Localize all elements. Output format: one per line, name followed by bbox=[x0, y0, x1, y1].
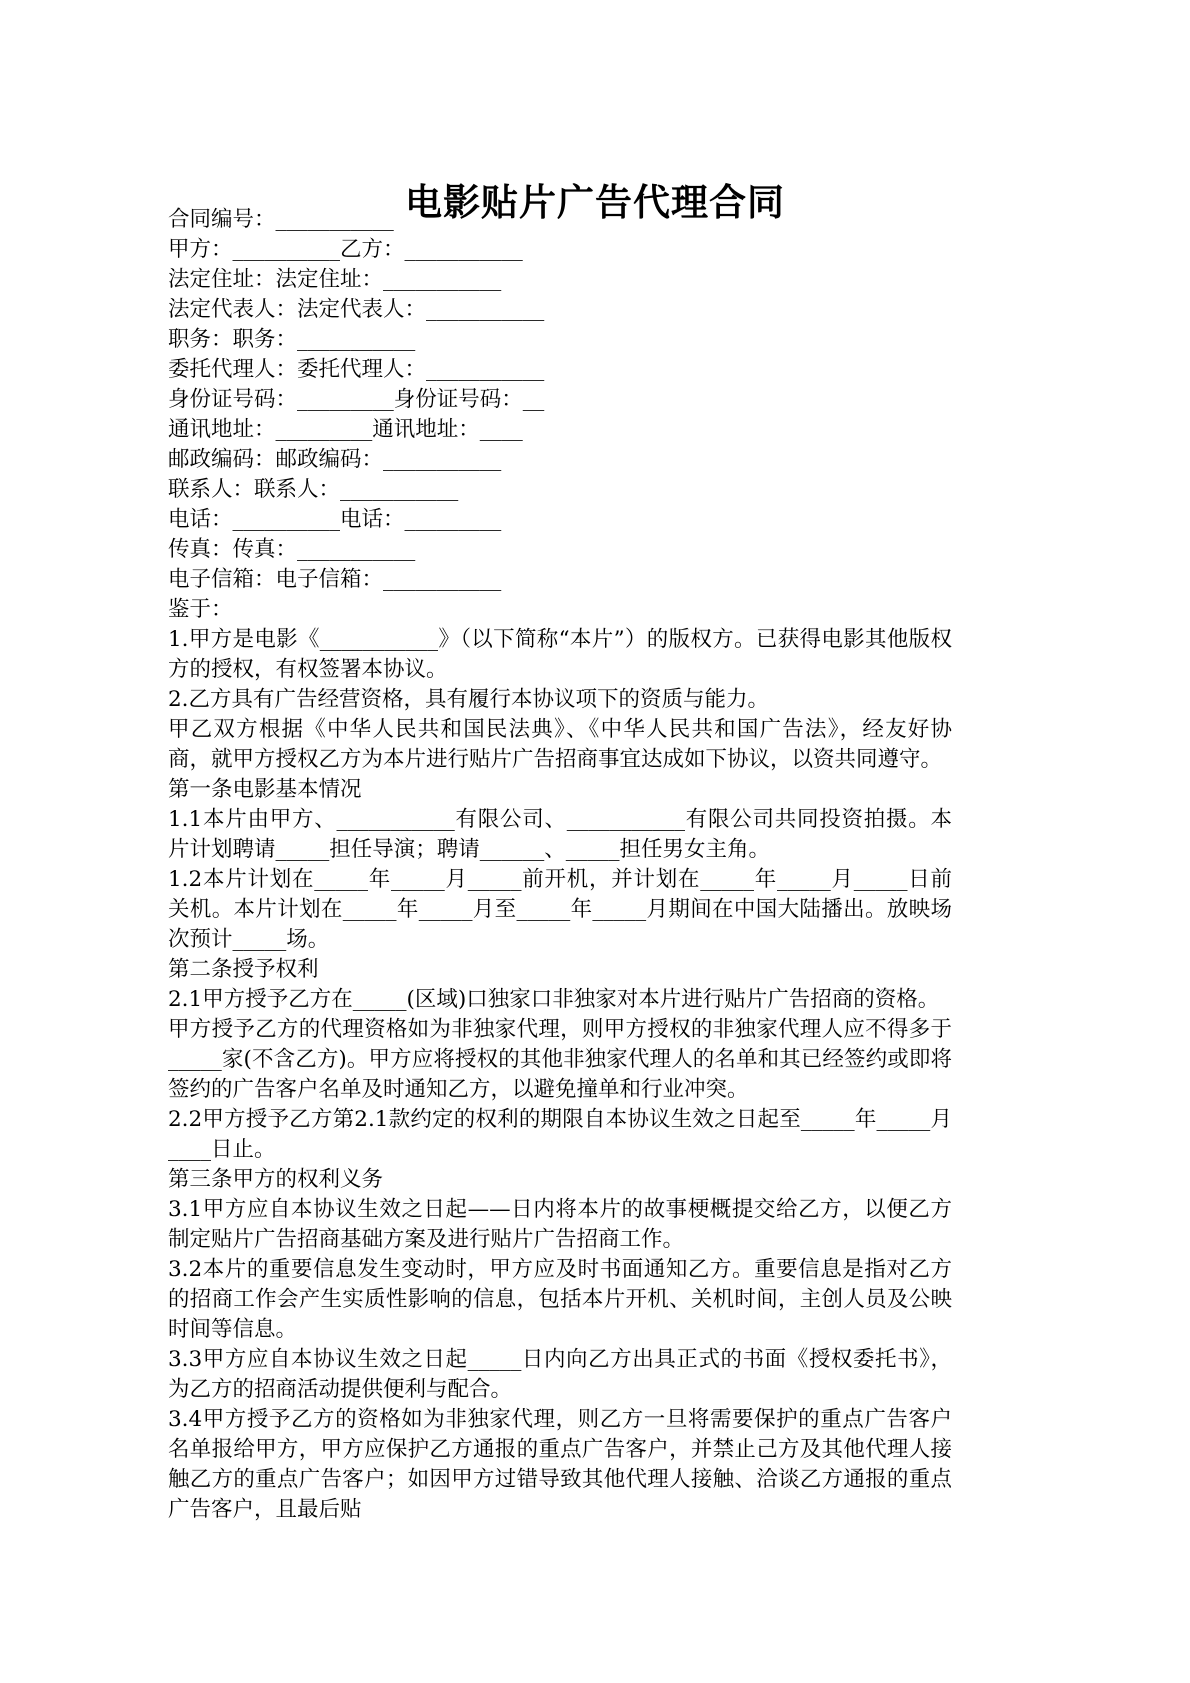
article-clause: 1.2本片计划在_____年_____月_____前开机，并计划在_____年_____月_____日前关机。本片计划在_____年_____月至_____年_____月期间在中国大陆播出。放映场次预计_____场。 bbox=[168, 867, 952, 952]
article-clause: 3.4甲方授予乙方的资格如为非独家代理，则乙方一旦将需要保护的重点广告客户名单报给甲方，甲方应保护乙方通报的重点广告客户，并禁止己方及其他代理人接触乙方的重点广告客户；如因甲方过错导致其他代理人接触、洽谈乙方通报的重点广告客户，且最后贴 bbox=[168, 1407, 952, 1522]
header-field: 委托代理人：委托代理人：___________ bbox=[168, 357, 545, 382]
article-section bbox=[168, 775, 952, 955]
recitals-lead: 鉴于： bbox=[168, 597, 233, 622]
article-heading: 第二条授予权利 bbox=[168, 957, 319, 982]
header-field: 联系人：联系人：___________ bbox=[168, 477, 459, 502]
recital-item: 2.乙方具有广告经营资格，具有履行本协议项下的资质与能力。 bbox=[168, 687, 770, 712]
header-field: 电子信箱：电子信箱：___________ bbox=[168, 567, 502, 592]
page-title: 电影贴片广告代理合同 bbox=[405, 180, 785, 224]
document-body bbox=[168, 205, 952, 1525]
article-section bbox=[168, 1165, 952, 1525]
article-clause: 甲方授予乙方的代理资格如为非独家代理，则甲方授权的非独家代理人应不得多于_____家(不含乙方)。甲方应将授权的其他非独家代理人的名单和其已经签约或即将签约的广告客户名单及时通知乙方，以避免撞单和行业冲突。 bbox=[168, 1017, 952, 1102]
article-heading: 第三条甲方的权利义务 bbox=[168, 1167, 384, 1192]
header-field: 通讯地址：_________通讯地址：____ bbox=[168, 417, 523, 442]
header-field: 合同编号：___________ bbox=[168, 207, 394, 232]
header-field: 邮政编码：邮政编码：___________ bbox=[168, 447, 502, 472]
article-clause: 3.3甲方应自本协议生效之日起_____日内向乙方出具正式的书面《授权委托书》，为乙方的招商活动提供便利与配合。 bbox=[168, 1347, 952, 1402]
recital-item: 1.甲方是电影《___________》（以下简称“本片”）的版权方。已获得电影其他版权方的授权，有权签署本协议。 bbox=[168, 627, 952, 682]
header-field: 法定住址：法定住址：___________ bbox=[168, 267, 502, 292]
header-field: 传真：传真：___________ bbox=[168, 537, 416, 562]
header-field: 职务：职务：___________ bbox=[168, 327, 416, 352]
header-field: 电话：__________电话：_________ bbox=[168, 507, 502, 532]
article-clause: 2.2甲方授予乙方第2.1款约定的权利的期限自本协议生效之日起至_____年_____月____日止。 bbox=[168, 1107, 952, 1162]
article-clause: 3.2本片的重要信息发生变动时，甲方应及时书面通知乙方。重要信息是指对乙方的招商工作会产生实质性影响的信息，包括本片开机、关机时间，主创人员及公映时间等信息。 bbox=[168, 1257, 952, 1342]
header-field: 法定代表人：法定代表人：___________ bbox=[168, 297, 545, 322]
header-field: 甲方：__________乙方：___________ bbox=[168, 237, 523, 262]
article-clause: 1.1本片由甲方、___________有限公司、___________有限公司共同投资拍摄。本片计划聘请_____担任导演；聘请______、_____担任男女主角。 bbox=[168, 807, 952, 862]
recitals-block bbox=[168, 595, 952, 775]
article-heading: 第一条电影基本情况 bbox=[168, 777, 362, 802]
article-clause: 3.1甲方应自本协议生效之日起——日内将本片的故事梗概提交给乙方，以便乙方制定贴片广告招商基础方案及进行贴片广告招商工作。 bbox=[168, 1197, 952, 1252]
recitals-preamble: 甲乙双方根据《中华人民共和国民法典》、《中华人民共和国广告法》，经友好协商，就甲方授权乙方为本片进行贴片广告招商事宜达成如下协议，以资共同遵守。 bbox=[168, 717, 952, 772]
article-clause: 2.1甲方授予乙方在_____(区域)口独家口非独家对本片进行贴片广告招商的资格。 bbox=[168, 987, 940, 1012]
article-section bbox=[168, 955, 952, 1165]
header-fields-block bbox=[168, 205, 952, 595]
header-field: 身份证号码：_________身份证号码：__ bbox=[168, 387, 545, 412]
